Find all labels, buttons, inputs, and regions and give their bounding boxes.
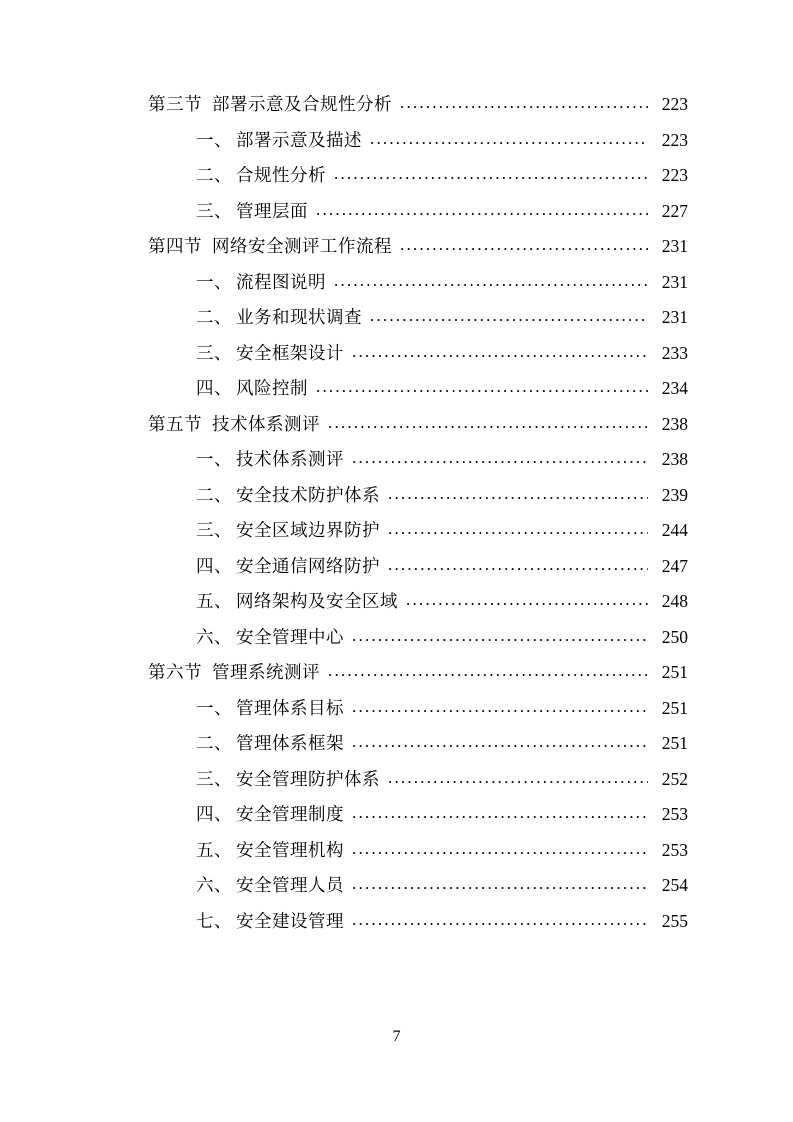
toc-entry[interactable] (148, 451, 688, 469)
toc-entry-title: 网络架构及安全区域 (236, 591, 398, 611)
toc-entry-title: 部署示意及合规性分析 (212, 94, 392, 114)
toc-entry-prefix: 三、 (196, 520, 232, 540)
toc-leader-dots (328, 414, 648, 431)
toc-entry-prefix: 二、 (196, 165, 232, 185)
toc-entry-label (196, 806, 344, 824)
toc-leader-dots (370, 130, 648, 147)
toc-entry-prefix: 二、 (196, 484, 232, 505)
toc-entry-title: 管理层面 (236, 200, 308, 221)
toc-entry[interactable] (148, 735, 688, 753)
toc-entry-page: 223 (661, 165, 688, 185)
toc-entry-prefix: 三、 (196, 342, 232, 363)
toc-leader-dots (352, 733, 648, 750)
toc-entry-prefix: 五、 (196, 591, 232, 611)
toc-entry-label (196, 380, 308, 398)
toc-entry-page: 253 (661, 804, 688, 824)
toc-entry-prefix: 第三节 (148, 94, 202, 114)
toc-leader-dots (400, 236, 648, 253)
toc-entry-page: 255 (661, 910, 688, 931)
toc-entry-label (196, 271, 326, 292)
toc-entry[interactable] (148, 664, 688, 682)
toc-leader-dots (334, 165, 648, 182)
toc-entry-page: 251 (661, 697, 688, 718)
toc-entry[interactable] (148, 839, 688, 860)
toc-entry-label (196, 555, 380, 576)
toc-entry-prefix: 四、 (196, 378, 232, 398)
toc-entry-prefix: 六、 (196, 626, 232, 647)
toc-leader-dots (316, 201, 648, 218)
toc-leader-dots (328, 662, 648, 679)
toc-entry-page: 247 (661, 555, 688, 576)
toc-entry[interactable] (148, 167, 688, 185)
toc-entry[interactable] (148, 555, 688, 576)
toc-entry-prefix: 一、 (196, 697, 232, 718)
toc-entry[interactable] (148, 522, 688, 540)
toc-entry-title: 管理体系框架 (236, 733, 344, 753)
toc-leader-dots (352, 911, 648, 928)
toc-entry-title: 安全管理防护体系 (236, 768, 380, 789)
toc-entry-label (148, 413, 320, 434)
toc-entry[interactable] (148, 380, 688, 398)
toc-entry[interactable] (148, 413, 688, 434)
toc-entry-title: 流程图说明 (236, 271, 326, 292)
toc-entry-prefix: 六、 (196, 875, 232, 895)
toc-entry-prefix: 二、 (196, 307, 232, 327)
toc-entry-title: 管理体系目标 (236, 697, 344, 718)
toc-entry-title: 安全技术防护体系 (236, 484, 380, 505)
toc-entry-label (196, 309, 362, 327)
toc-entry-label (196, 626, 344, 647)
toc-entry-prefix: 第五节 (148, 413, 202, 434)
toc-entry-prefix: 三、 (196, 200, 232, 221)
toc-entry-label (196, 877, 344, 895)
toc-leader-dots (352, 698, 648, 715)
toc-entry-page: 253 (661, 839, 688, 860)
toc-entry-page: 238 (661, 413, 688, 434)
toc-entry-prefix: 二、 (196, 733, 232, 753)
toc-entry-page: 251 (661, 733, 688, 753)
toc-entry-prefix: 五、 (196, 839, 232, 860)
toc-leader-dots (370, 307, 648, 324)
toc-entry-page: 231 (661, 236, 688, 256)
toc-entry[interactable] (148, 200, 688, 221)
toc-entry-title: 安全管理中心 (236, 626, 344, 647)
toc-leader-dots (406, 591, 648, 608)
toc-entry-title: 部署示意及描述 (236, 129, 362, 150)
toc-leader-dots (400, 94, 648, 111)
toc-entry-page: 233 (661, 342, 688, 363)
toc-entry[interactable] (148, 309, 688, 327)
toc-entry-prefix: 第六节 (148, 662, 202, 682)
toc-entry-page: 231 (661, 271, 688, 292)
toc-entry-title: 技术体系测评 (212, 413, 320, 434)
toc-entry[interactable] (148, 806, 688, 824)
toc-leader-dots (352, 875, 648, 892)
toc-entry-page: 251 (661, 662, 688, 682)
toc-entry[interactable] (148, 626, 688, 647)
toc-entry[interactable] (148, 238, 688, 256)
toc-entry-label (148, 664, 320, 682)
toc-entry-page: 248 (661, 591, 688, 611)
toc-entry-label (196, 910, 344, 931)
toc-entry-page: 238 (661, 449, 688, 469)
toc-entry-title: 合规性分析 (236, 165, 326, 185)
toc-entry-label (196, 735, 344, 753)
toc-entry-label (196, 522, 380, 540)
toc-entry-title: 业务和现状调查 (236, 307, 362, 327)
toc-entry[interactable] (148, 910, 688, 931)
toc-leader-dots (352, 840, 648, 857)
toc-entry-title: 安全管理机构 (236, 839, 344, 860)
toc-entry[interactable] (148, 129, 688, 150)
toc-entry-label (148, 238, 392, 256)
toc-entry-title: 安全区域边界防护 (236, 520, 380, 540)
toc-leader-dots (352, 449, 648, 466)
toc-entry-page: 234 (661, 378, 688, 398)
page-number: 7 (392, 1028, 401, 1045)
toc-entry-title: 管理系统测评 (212, 662, 320, 682)
toc-entry-page: 252 (661, 768, 688, 789)
toc-leader-dots (388, 485, 648, 502)
toc-entry-page: 223 (661, 129, 688, 150)
toc-entry-page: 250 (661, 626, 688, 647)
toc-entry-title: 安全管理制度 (236, 804, 344, 824)
toc-entry-label (196, 167, 326, 185)
toc-entry-prefix: 一、 (196, 271, 232, 292)
toc-entry[interactable] (148, 697, 688, 718)
toc-entry-label (148, 96, 392, 114)
toc-entry-title: 安全通信网络防护 (236, 555, 380, 576)
toc-leader-dots (388, 520, 648, 537)
toc-entry[interactable] (148, 877, 688, 895)
table-of-contents (148, 96, 688, 948)
toc-entry-label (196, 451, 344, 469)
toc-entry-label (196, 768, 380, 789)
toc-entry-label (196, 342, 344, 363)
toc-entry[interactable] (148, 342, 688, 363)
toc-entry[interactable] (148, 484, 688, 505)
toc-entry-page: 254 (661, 875, 688, 895)
toc-entry-title: 网络安全测评工作流程 (212, 236, 392, 256)
toc-entry-prefix: 三、 (196, 768, 232, 789)
toc-leader-dots (352, 627, 648, 644)
toc-entry-label (196, 484, 380, 505)
toc-entry-title: 风险控制 (236, 378, 308, 398)
toc-entry[interactable] (148, 593, 688, 611)
toc-entry-prefix: 第四节 (148, 236, 202, 256)
toc-leader-dots (334, 272, 648, 289)
toc-entry-label (196, 593, 398, 611)
toc-entry-prefix: 一、 (196, 129, 232, 150)
toc-entry-page: 239 (661, 484, 688, 505)
toc-entry-page: 244 (661, 520, 688, 540)
toc-entry-title: 安全框架设计 (236, 342, 344, 363)
toc-entry-title: 技术体系测评 (236, 449, 344, 469)
toc-entry[interactable] (148, 96, 688, 114)
toc-leader-dots (352, 343, 648, 360)
toc-leader-dots (316, 378, 648, 395)
toc-entry-prefix: 一、 (196, 449, 232, 469)
toc-entry-prefix: 四、 (196, 804, 232, 824)
toc-leader-dots (352, 804, 648, 821)
toc-entry-title: 安全建设管理 (236, 910, 344, 931)
toc-entry-prefix: 七、 (196, 910, 232, 931)
toc-entry[interactable] (148, 271, 688, 292)
toc-entry-page: 223 (661, 94, 688, 114)
toc-entry-prefix: 四、 (196, 555, 232, 576)
toc-entry-page: 227 (661, 200, 688, 221)
toc-entry-page: 231 (661, 307, 688, 327)
toc-entry-title: 安全管理人员 (236, 875, 344, 895)
toc-leader-dots (388, 556, 648, 573)
toc-entry-label (196, 839, 344, 860)
toc-entry-label (196, 697, 344, 718)
toc-entry[interactable] (148, 768, 688, 789)
toc-leader-dots (388, 769, 648, 786)
toc-entry-label (196, 200, 308, 221)
toc-entry-label (196, 129, 362, 150)
